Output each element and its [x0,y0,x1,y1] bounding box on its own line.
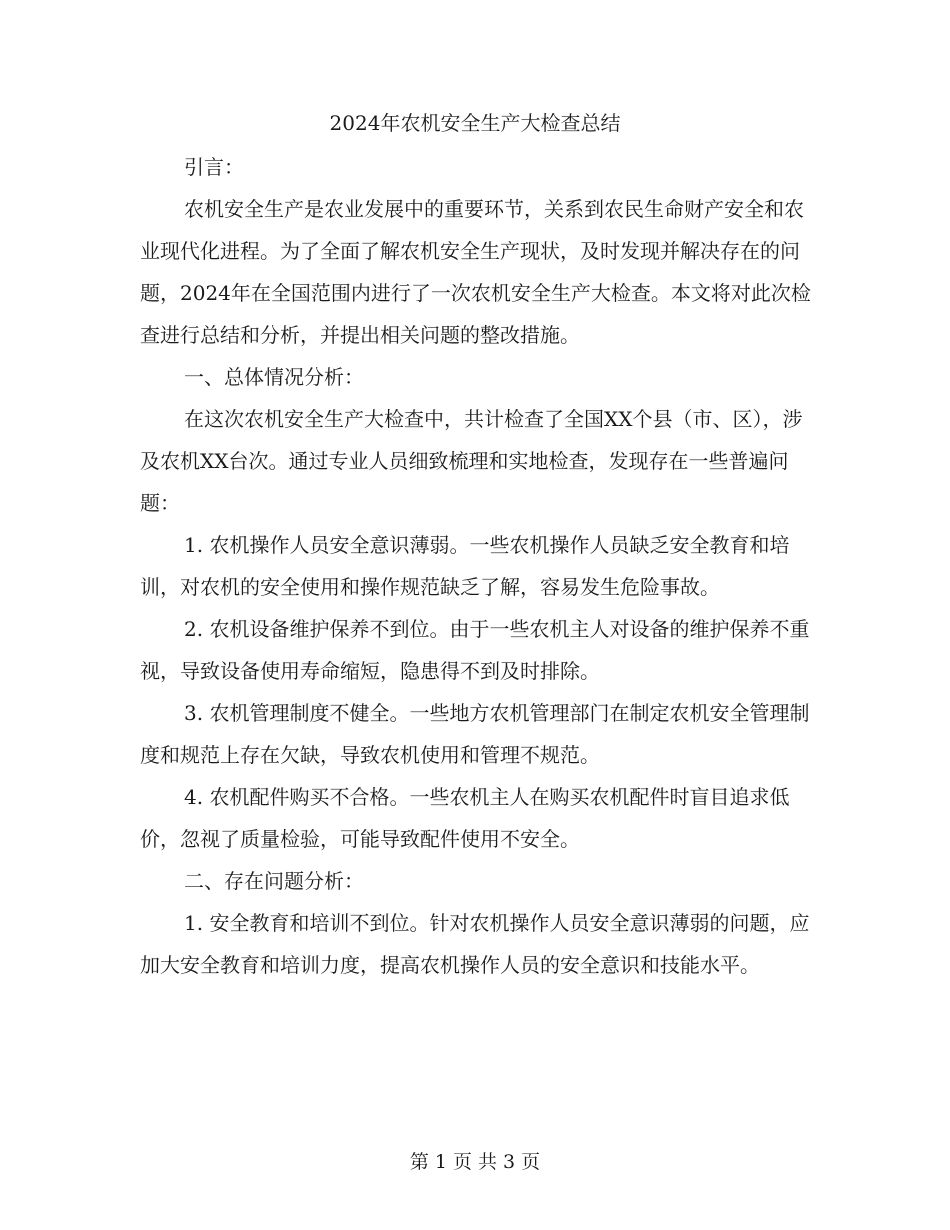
list-item-issue-2: 2. 农机设备维护保养不到位。由于一些农机主人对设备的维护保养不重视，导致设备使用寿命缩短，隐患得不到及时排除。 [140,617,810,683]
list-item-issue-3: 3. 农机管理制度不健全。一些地方农机管理部门在制定农机安全管理制度和规范上存在欠缺，导致农机使用和管理不规范。 [140,701,810,767]
list-item-issue-1: 1. 农机操作人员安全意识薄弱。一些农机操作人员缺乏安全教育和培训，对农机的安全使用和操作规范缺乏了解，容易发生危险事故。 [140,533,790,599]
document-title: 2024年农机安全生产大检查总结 [329,111,621,135]
list-item-problem-1: 1. 安全教育和培训不到位。针对农机操作人员安全意识薄弱的问题，应加大安全教育和培训力度，提高农机操作人员的安全意识和技能水平。 [140,911,810,977]
paragraph-intro-heading: 引言： [184,155,244,179]
document-body [140,146,812,986]
section-heading-overview: 一、总体情况分析： [184,365,364,389]
paragraph-intro: 农机安全生产是农业发展中的重要环节，关系到农民生命财产安全和农业现代化进程。为了全面了解农机安全生产现状，及时发现并解决存在的问题，2024年在全国范围内进行了一次农机安全生产大检查。本文将对此次检查进行总结和分析，并提出相关问题的整改措施。 [140,197,811,347]
paragraph-overview: 在这次农机安全生产大检查中，共计检查了全国XX个县（市、区），涉及农机XX台次。通过专业人员细致梳理和实地检查，发现存在一些普遍问题： [140,407,803,515]
page-number: 第 1 页 共 3 页 [409,1151,541,1173]
list-item-issue-4: 4. 农机配件购买不合格。一些农机主人在购买农机配件时盲目追求低价，忽视了质量检验，可能导致配件使用不安全。 [140,785,790,851]
section-heading-problems: 二、存在问题分析： [184,869,364,893]
